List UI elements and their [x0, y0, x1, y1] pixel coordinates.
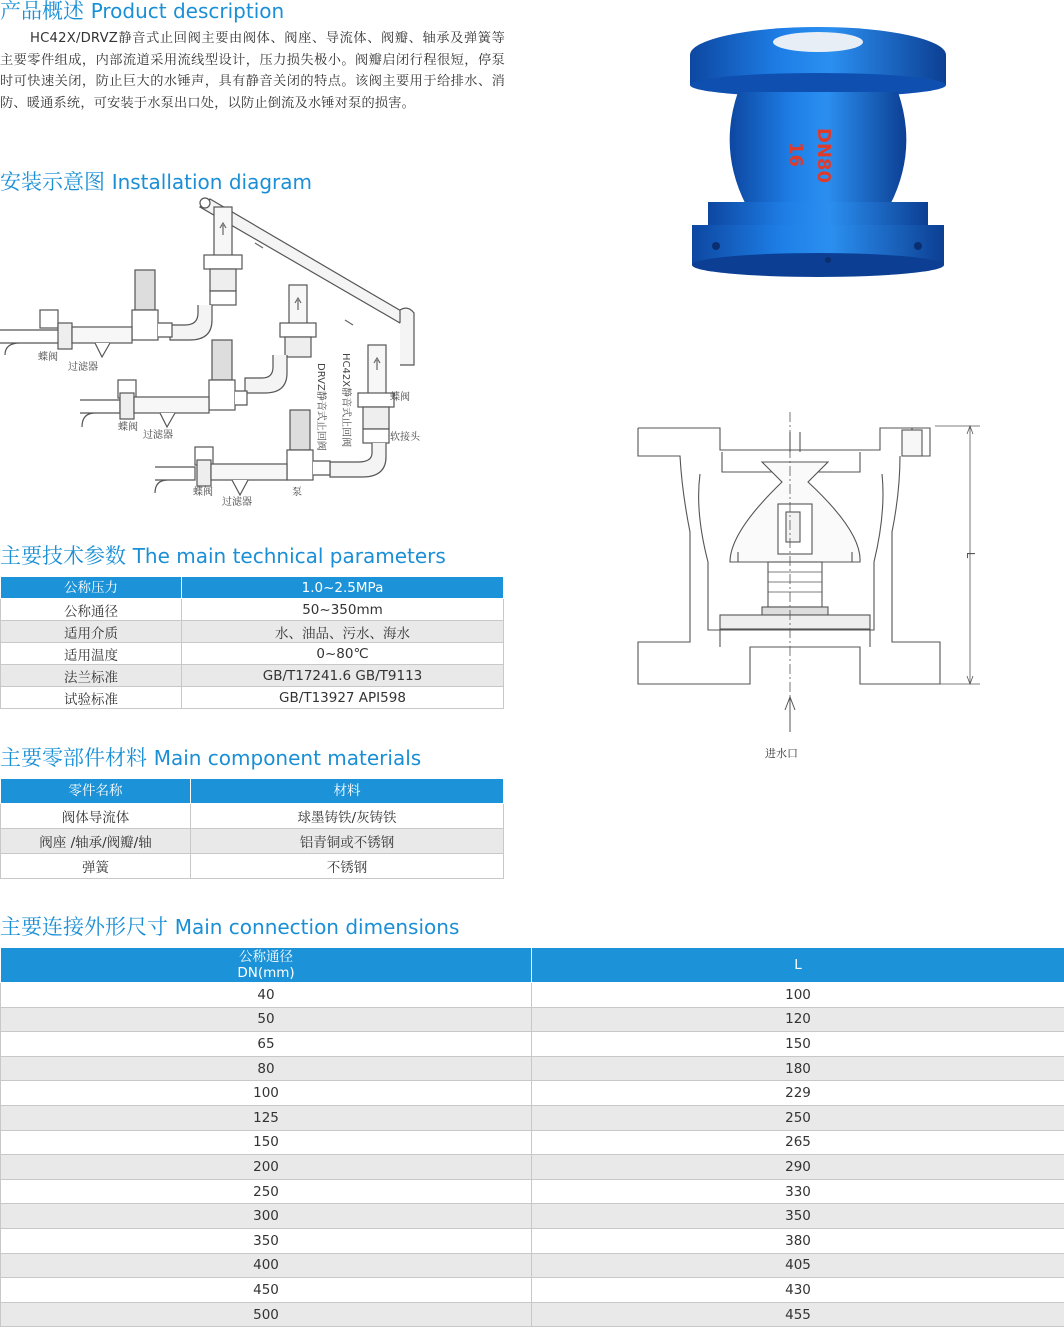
dn-cell: 65	[1, 1032, 532, 1057]
dimensions-table	[0, 947, 1064, 1327]
label-valve-vertical-2: HC42X静音式止回阀	[340, 353, 351, 448]
table-row	[1, 1056, 1064, 1081]
param-label: 适用温度	[1, 643, 182, 665]
check-valve-2	[280, 323, 316, 357]
part-material: 铝青铜或不锈钢	[191, 829, 504, 854]
marking-dn: DN80	[813, 128, 834, 184]
label-filter-2: 过滤器	[143, 430, 173, 441]
param-value: 50~350mm	[182, 599, 504, 621]
check-valve-1	[204, 255, 242, 305]
table-row	[1, 1155, 1064, 1180]
description-title-en: Product description	[90, 0, 285, 23]
label-filter-1: 过滤器	[68, 362, 98, 373]
marking-pn: 16	[785, 142, 806, 168]
dn-cell: 100	[1, 1081, 532, 1106]
discharge-pipe-2	[245, 355, 287, 393]
technical-table	[0, 576, 504, 709]
suction-line-1	[0, 310, 132, 357]
technical-title-en: The main technical parameters	[132, 544, 446, 568]
part-name: 阀座 /轴承/阀瓣/轴	[1, 829, 191, 854]
materials-title-cn: 主要零部件材料	[0, 746, 147, 770]
param-label: 法兰标准	[1, 665, 182, 687]
part-material: 球墨铸铁/灰铸铁	[191, 804, 504, 829]
table-row	[1, 577, 504, 599]
l-cell: 455	[532, 1302, 1064, 1327]
inlet-arrow	[785, 697, 795, 732]
description-title-cn: 产品概述	[0, 0, 84, 23]
l-cell: 150	[532, 1032, 1064, 1057]
installation-heading	[0, 169, 312, 195]
table-row	[1, 1228, 1064, 1253]
label-filter-3: 过滤器	[222, 497, 252, 508]
dn-cell: 200	[1, 1155, 532, 1180]
param-label: 试验标准	[1, 687, 182, 709]
valve-seat	[720, 615, 870, 629]
table-header-row	[1, 779, 504, 804]
description-text: HC42X/DRVZ静音式止回阀主要由阀体、阀座、导流体、阀瓣、轴承及弹簧等主要零件组成，内部流道采用流线型设计，压力损失极小。阀瓣启闭行程很短，停泵时可快速关闭，防止巨大的水锤声，具有静音关闭的特点。该阀主要用于给排水、消防、暖通系统，可安装于水泵出口处，以防止倒流及水锤对泵的损害。	[0, 31, 505, 111]
l-cell: 100	[532, 983, 1064, 1008]
valve-disc	[762, 607, 828, 615]
l-cell: 180	[532, 1056, 1064, 1081]
table-row	[1, 1179, 1064, 1204]
label-butterfly-top: 蝶阀	[390, 392, 410, 403]
param-label: 适用介质	[1, 621, 182, 643]
suction-line-3	[155, 447, 287, 495]
table-row	[1, 621, 504, 643]
spring-housing	[768, 562, 822, 607]
param-label: 公称压力	[1, 577, 182, 599]
suction-line-2	[80, 380, 209, 427]
header-l: L	[532, 948, 1064, 983]
header-dn-line2: DN(mm)	[237, 965, 295, 981]
label-butterfly-1: 蝶阀	[38, 352, 58, 363]
param-value: 1.0~2.5MPa	[182, 577, 504, 599]
technical-title-cn: 主要技术参数	[0, 544, 126, 568]
l-cell: 250	[532, 1105, 1064, 1130]
table-row	[1, 665, 504, 687]
label-pump: 泵	[292, 487, 302, 498]
dimension-label: L	[964, 552, 977, 559]
label-soft-joint: 软接头	[390, 432, 420, 443]
l-cell: 265	[532, 1130, 1064, 1155]
dimensions-title-en: Main connection dimensions	[174, 915, 460, 939]
installation-title-en: Installation diagram	[111, 170, 312, 194]
table-row	[1, 1253, 1064, 1278]
table-row	[1, 829, 504, 854]
materials-heading	[0, 745, 421, 771]
param-value: GB/T17241.6 GB/T9113	[182, 665, 504, 687]
dn-cell: 350	[1, 1228, 532, 1253]
dn-cell: 80	[1, 1056, 532, 1081]
product-photo	[678, 20, 958, 290]
dimensions-heading	[0, 914, 459, 940]
dimensions-title-cn: 主要连接外形尺寸	[0, 915, 168, 939]
dn-cell: 40	[1, 983, 532, 1008]
table-row	[1, 983, 1064, 1008]
l-cell: 229	[532, 1081, 1064, 1106]
label-valve-vertical-1: DRVZ静音式止回阀	[315, 363, 326, 451]
discharge-pipe-3	[330, 443, 386, 477]
dn-cell: 150	[1, 1130, 532, 1155]
table-row	[1, 643, 504, 665]
installation-title-cn: 安装示意图	[0, 170, 105, 194]
dn-cell: 250	[1, 1179, 532, 1204]
part-material: 不锈钢	[191, 854, 504, 879]
table-row	[1, 1278, 1064, 1303]
part-name: 弹簧	[1, 854, 191, 879]
table-header-row	[1, 948, 1064, 983]
dn-cell: 50	[1, 1007, 532, 1032]
discharge-pipe-1	[170, 305, 212, 340]
section-drawing	[630, 412, 1000, 762]
bore-opening	[773, 32, 863, 52]
dn-cell: 125	[1, 1105, 532, 1130]
materials-title-en: Main component materials	[153, 746, 422, 770]
l-cell: 120	[532, 1007, 1064, 1032]
l-cell: 290	[532, 1155, 1064, 1180]
l-cell: 405	[532, 1253, 1064, 1278]
param-label: 公称通径	[1, 599, 182, 621]
param-value: 水、油品、污水、海水	[182, 621, 504, 643]
label-butterfly-3: 蝶阀	[193, 487, 213, 498]
table-row	[1, 1081, 1064, 1106]
pump-2	[209, 340, 247, 410]
top-flange-outline	[638, 428, 930, 456]
header-material: 材料	[191, 779, 504, 804]
check-valve-3	[358, 393, 394, 443]
param-value: 0~80℃	[182, 643, 504, 665]
dn-cell: 400	[1, 1253, 532, 1278]
l-cell: 350	[532, 1204, 1064, 1229]
dn-cell: 300	[1, 1204, 532, 1229]
label-butterfly-2: 蝶阀	[118, 422, 138, 433]
technical-heading	[0, 543, 446, 569]
header-part: 零件名称	[1, 779, 191, 804]
l-cell: 330	[532, 1179, 1064, 1204]
pump-1	[132, 270, 172, 340]
l-cell: 380	[532, 1228, 1064, 1253]
dn-cell: 450	[1, 1278, 532, 1303]
inlet-label: 进水口	[765, 747, 798, 760]
table-row	[1, 854, 504, 879]
table-row	[1, 687, 504, 709]
table-row	[1, 1204, 1064, 1229]
table-row	[1, 1105, 1064, 1130]
table-row	[1, 1032, 1064, 1057]
table-row	[1, 1007, 1064, 1032]
table-row	[1, 1302, 1064, 1327]
table-row	[1, 599, 504, 621]
header-dn	[1, 948, 532, 983]
table-row	[1, 804, 504, 829]
description-heading	[0, 0, 284, 24]
installation-diagram	[0, 195, 440, 515]
materials-table	[0, 778, 504, 879]
table-row	[1, 1130, 1064, 1155]
l-cell: 430	[532, 1278, 1064, 1303]
part-name: 阀体导流体	[1, 804, 191, 829]
param-value: GB/T13927 API598	[182, 687, 504, 709]
header-dn-line1: 公称通径	[239, 949, 293, 965]
dn-cell: 500	[1, 1302, 532, 1327]
